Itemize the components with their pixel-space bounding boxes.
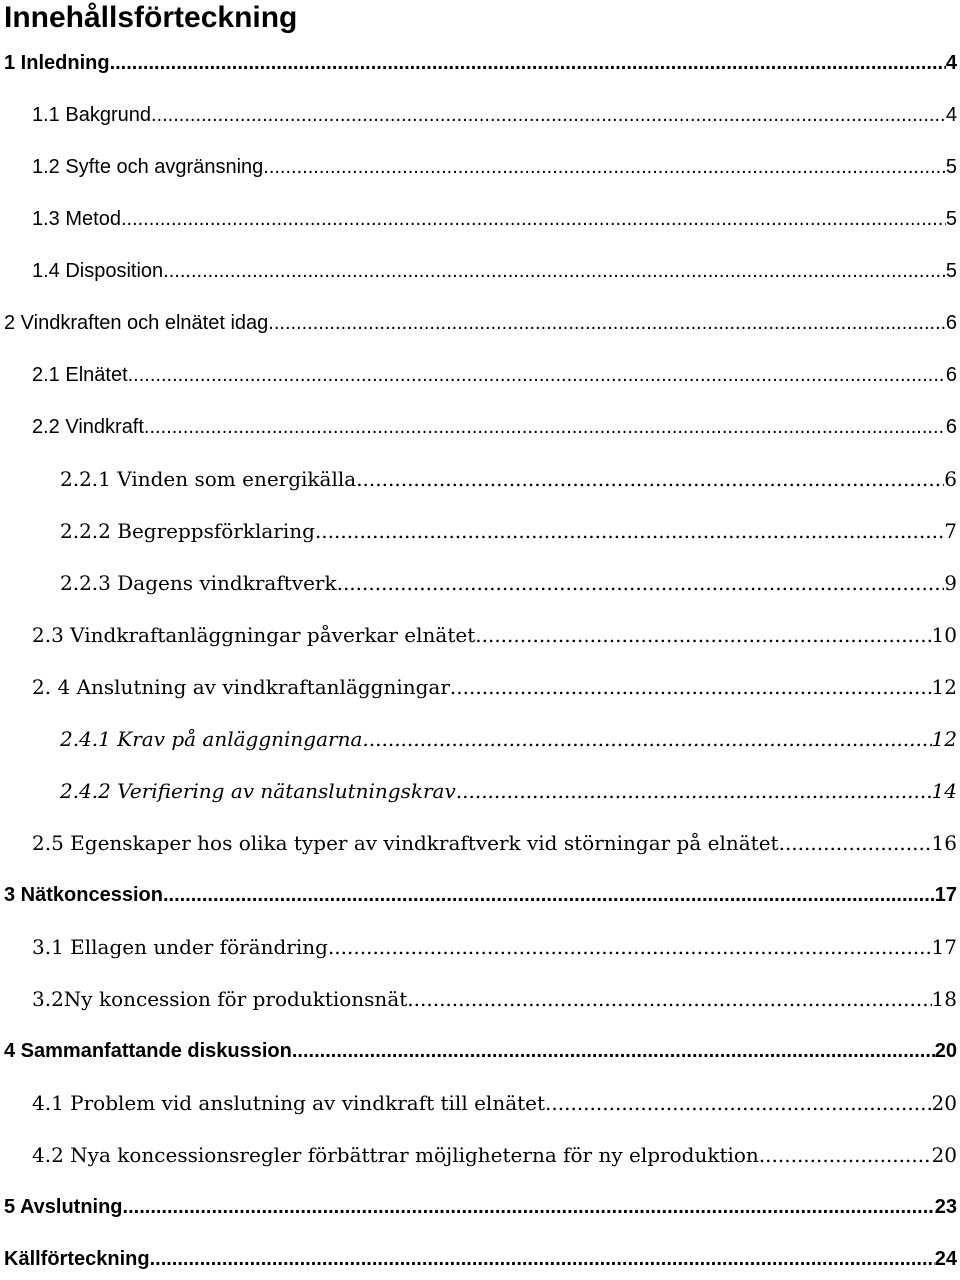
toc-entry-3-1[interactable] [32, 934, 957, 960]
toc-page: 12 [931, 727, 957, 751]
page-title: Innehållsförteckning [4, 1, 298, 34]
toc-entry-2-4-1[interactable] [60, 726, 957, 752]
toc-label: 2.4.2 Verifiering av nätanslutningskrav [60, 779, 456, 803]
toc-entry-4-2[interactable] [32, 1142, 957, 1168]
toc-entry-2-4-2[interactable] [60, 778, 957, 804]
toc-entry-2-2-1[interactable] [60, 466, 957, 492]
toc-label: 1 Inledning [4, 52, 110, 74]
toc-entry-1[interactable] [4, 50, 957, 76]
toc-leader [144, 414, 946, 440]
toc-label: 1.3 Metod [32, 208, 121, 230]
toc-entry-references[interactable] [4, 1246, 957, 1272]
toc-label: 5 Avslutning [4, 1196, 123, 1218]
toc-entry-2-2[interactable] [32, 414, 957, 440]
toc-entry-1-1[interactable] [32, 102, 957, 128]
toc-label: 3 Nätkoncession [4, 884, 163, 906]
toc-label: 3.2Ny koncession för produktionsnät [32, 987, 408, 1011]
toc-entry-2[interactable] [4, 310, 957, 336]
toc-label: 1.2 Syfte och avgränsning [32, 156, 264, 178]
toc-page: 5 [945, 260, 957, 282]
toc-leader [163, 258, 946, 284]
toc-label: 2.2.2 Begreppsförklaring [60, 519, 315, 543]
toc-leader [407, 986, 931, 1012]
toc-label: 4.1 Problem vid anslutning av vindkraft till elnätet [32, 1091, 546, 1115]
toc-label: 1.4 Disposition [32, 260, 164, 282]
toc-entry-3[interactable] [4, 882, 957, 908]
toc-entry-3-2[interactable] [32, 986, 957, 1012]
toc-page: 24 [934, 1248, 957, 1270]
toc-label: 2.3 Vindkraftanläggningar påverkar elnätet [32, 623, 476, 647]
toc-page: 9 [944, 571, 957, 595]
toc-page: 12 [931, 675, 957, 699]
toc-entry-4[interactable] [4, 1038, 957, 1064]
toc-leader [759, 1142, 932, 1168]
toc-page: 7 [944, 519, 957, 543]
toc-entry-4-1[interactable] [32, 1090, 957, 1116]
toc-leader [362, 726, 931, 752]
toc-entry-1-2[interactable] [32, 154, 957, 180]
toc-leader [151, 102, 946, 128]
toc-leader [475, 622, 931, 648]
toc-leader [123, 1194, 935, 1220]
toc-entry-2-1[interactable] [32, 362, 957, 388]
toc-page: 10 [931, 623, 957, 647]
toc-entry-2-4[interactable] [32, 674, 957, 700]
toc-page: 6 [945, 312, 957, 334]
toc-entry-2-2-2[interactable] [60, 518, 957, 544]
toc-page: 14 [931, 779, 957, 803]
toc-leader [328, 934, 932, 960]
toc-leader [356, 466, 944, 492]
toc-label: 2.5 Egenskaper hos olika typer av vindkraftverk vid störningar på elnätet [32, 831, 779, 855]
toc-page: 18 [931, 987, 957, 1011]
toc-page: 4 [945, 52, 957, 74]
toc-leader [110, 50, 946, 76]
toc-label: 2.4.1 Krav på anläggningarna [60, 727, 363, 751]
toc-page: 6 [945, 364, 957, 386]
toc-leader [128, 362, 946, 388]
toc-leader [779, 830, 932, 856]
toc-label: 4 Sammanfattande diskussion [4, 1040, 292, 1062]
toc-leader [263, 154, 946, 180]
toc-label: 2.2.3 Dagens vindkraftverk [60, 571, 337, 595]
toc-leader [337, 570, 945, 596]
toc-leader [292, 1038, 935, 1064]
toc-leader [163, 882, 935, 908]
toc-page: 20 [934, 1040, 957, 1062]
toc-entry-1-4[interactable] [32, 258, 957, 284]
toc-label: Källförteckning [4, 1248, 150, 1270]
toc-label: 2 Vindkraften och elnätet idag [4, 312, 269, 334]
toc-page: 4 [945, 104, 957, 126]
toc-entry-2-3[interactable] [32, 622, 957, 648]
toc-label: 2. 4 Anslutning av vindkraftanläggningar [32, 675, 450, 699]
toc-label: 2.2 Vindkraft [32, 416, 144, 438]
toc-entry-5[interactable] [4, 1194, 957, 1220]
toc-leader [545, 1090, 932, 1116]
toc-label: 2.1 Elnätet [32, 364, 128, 386]
toc-leader [121, 206, 946, 232]
toc-leader [450, 674, 932, 700]
toc-leader [456, 778, 932, 804]
toc-page: 5 [945, 208, 957, 230]
toc-label: 4.2 Nya koncessionsregler förbättrar möjligheterna för ny elproduktion [32, 1143, 759, 1167]
toc-page: 17 [931, 935, 957, 959]
toc-page: 5 [945, 156, 957, 178]
toc-page: 17 [934, 884, 957, 906]
toc-page: 6 [945, 416, 957, 438]
toc-leader [268, 310, 946, 336]
toc-entry-2-2-3[interactable] [60, 570, 957, 596]
toc-entry-1-3[interactable] [32, 206, 957, 232]
toc-page: 6 [944, 467, 957, 491]
toc-page: 16 [931, 831, 957, 855]
toc-label: 3.1 Ellagen under förändring [32, 935, 328, 959]
toc-page: 20 [931, 1091, 957, 1115]
toc-label: 2.2.1 Vinden som energikälla [60, 467, 357, 491]
toc-leader [150, 1246, 935, 1272]
toc-page: 23 [934, 1196, 957, 1218]
toc-page: 20 [931, 1143, 957, 1167]
toc-leader [315, 518, 944, 544]
toc-entry-2-5[interactable] [32, 830, 957, 856]
toc-label: 1.1 Bakgrund [32, 104, 151, 126]
